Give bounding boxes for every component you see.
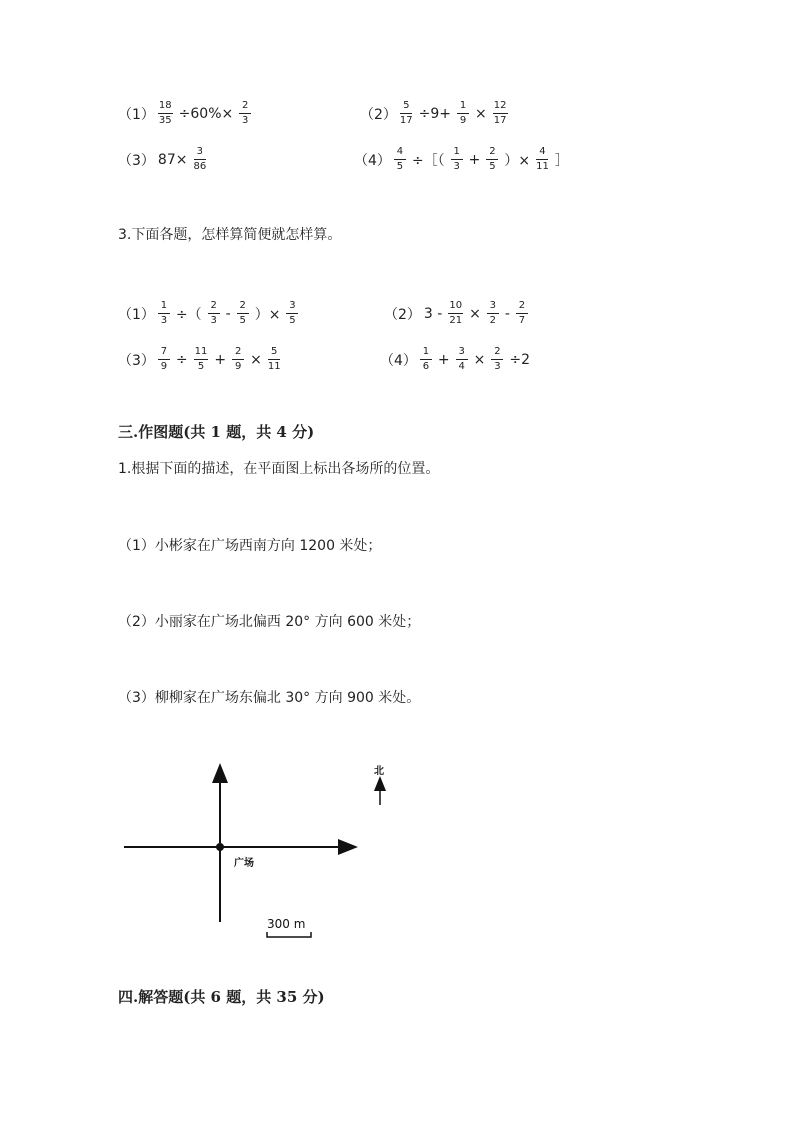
fraction: $\frac{11}{5}$ <box>194 346 208 372</box>
expr-label: （1） <box>118 306 155 323</box>
section-3-question-1: 1.根据下面的描述，在平面图上标出各场所的位置。 <box>118 461 440 477</box>
expr-label: （3） <box>118 152 155 169</box>
expression-3-2: （2） 3 - $\frac{10}{21}$ × $\frac{3}{2}$ - $\frac{2}{7}$ <box>384 300 531 327</box>
fraction: $\frac{2}{3}$ <box>208 300 220 327</box>
north-label: 北 <box>374 766 384 777</box>
expression-2-3: （3） 87× $\frac{3}{86}$ <box>118 146 207 172</box>
expr-label: （1） <box>118 106 155 123</box>
scale-bar <box>267 932 311 937</box>
fraction: $\frac{1}{3}$ <box>451 146 463 173</box>
expression-2-1: （1） $\frac{18}{35}$ ÷60%× $\frac{2}{3}$ <box>118 100 254 127</box>
section-3-heading: 三.作图题(共 1 题，共 4 分) <box>118 423 315 441</box>
fraction: $\frac{2}{9}$ <box>232 346 244 373</box>
description-item-2: （2）小丽家在广场北偏西 20° 方向 600 米处； <box>118 614 421 630</box>
fraction: $\frac{5}{17}$ <box>399 100 413 126</box>
expr-label: （2） <box>384 306 421 323</box>
expression-3-4: （4） $\frac{1}{6}$ + $\frac{3}{4}$ × $\frac{2}{3}$ ÷2 <box>380 346 531 372</box>
fraction: $\frac{1}{9}$ <box>457 100 469 127</box>
fraction: $\frac{3}{5}$ <box>286 300 298 327</box>
question-3-title: 3.下面各题，怎样算简便就怎样算。 <box>118 227 342 243</box>
fraction: $\frac{2}{5}$ <box>237 300 249 327</box>
fraction: $\frac{4}{5}$ <box>394 146 406 173</box>
fraction: $\frac{3}{4}$ <box>456 346 468 373</box>
fraction: $\frac{5}{11}$ <box>267 346 281 372</box>
square-label: 广场 <box>234 858 254 869</box>
fraction: $\frac{10}{21}$ <box>449 300 463 326</box>
expr-label: （3） <box>118 352 155 369</box>
description-item-1: （1）小彬家在广场西南方向 1200 米处； <box>118 538 382 554</box>
fraction: $\frac{4}{11}$ <box>536 146 549 172</box>
fraction: $\frac{2}{3}$ <box>239 100 251 127</box>
expr-label: （2） <box>360 106 397 123</box>
expression-2-2: （2） $\frac{5}{17}$ ÷9+ $\frac{1}{9}$ × $\frac{12}{17}$ <box>360 100 507 126</box>
fraction: $\frac{2}{3}$ <box>491 346 503 373</box>
fraction: $\frac{2}{5}$ <box>486 146 498 173</box>
expr-label: （4） <box>354 152 391 169</box>
fraction: $\frac{3}{2}$ <box>487 300 499 327</box>
fraction: $\frac{7}{9}$ <box>158 346 170 373</box>
plan-map <box>110 755 410 955</box>
expression-3-1: （1） $\frac{1}{3}$ ÷（ $\frac{2}{3}$ - $\frac{2}{5}$ ）× $\frac{3}{5}$ <box>118 300 301 327</box>
expr-label: （4） <box>380 352 417 369</box>
section-4-heading: 四.解答题(共 6 题，共 35 分) <box>118 988 325 1006</box>
scale-label: 300 m <box>267 917 306 931</box>
fraction: $\frac{1}{3}$ <box>158 300 170 327</box>
fraction: $\frac{3}{86}$ <box>193 146 207 172</box>
square-center-dot <box>216 843 224 851</box>
fraction: $\frac{12}{17}$ <box>493 100 507 126</box>
fraction: $\frac{2}{7}$ <box>516 300 528 327</box>
fraction: $\frac{18}{35}$ <box>158 100 172 126</box>
fraction: $\frac{1}{6}$ <box>420 346 432 373</box>
description-item-3: （3）柳柳家在广场东偏北 30° 方向 900 米处。 <box>118 690 421 706</box>
expression-2-4: （4） $\frac{4}{5}$ ÷［（ $\frac{1}{3}$ + $\frac{2}{5}$ ）× $\frac{4}{11}$ ］ <box>354 146 569 172</box>
expression-3-3: （3） $\frac{7}{9}$ ÷ $\frac{11}{5}$ + $\frac{2}{9}$ × $\frac{5}{11}$ <box>118 346 281 372</box>
